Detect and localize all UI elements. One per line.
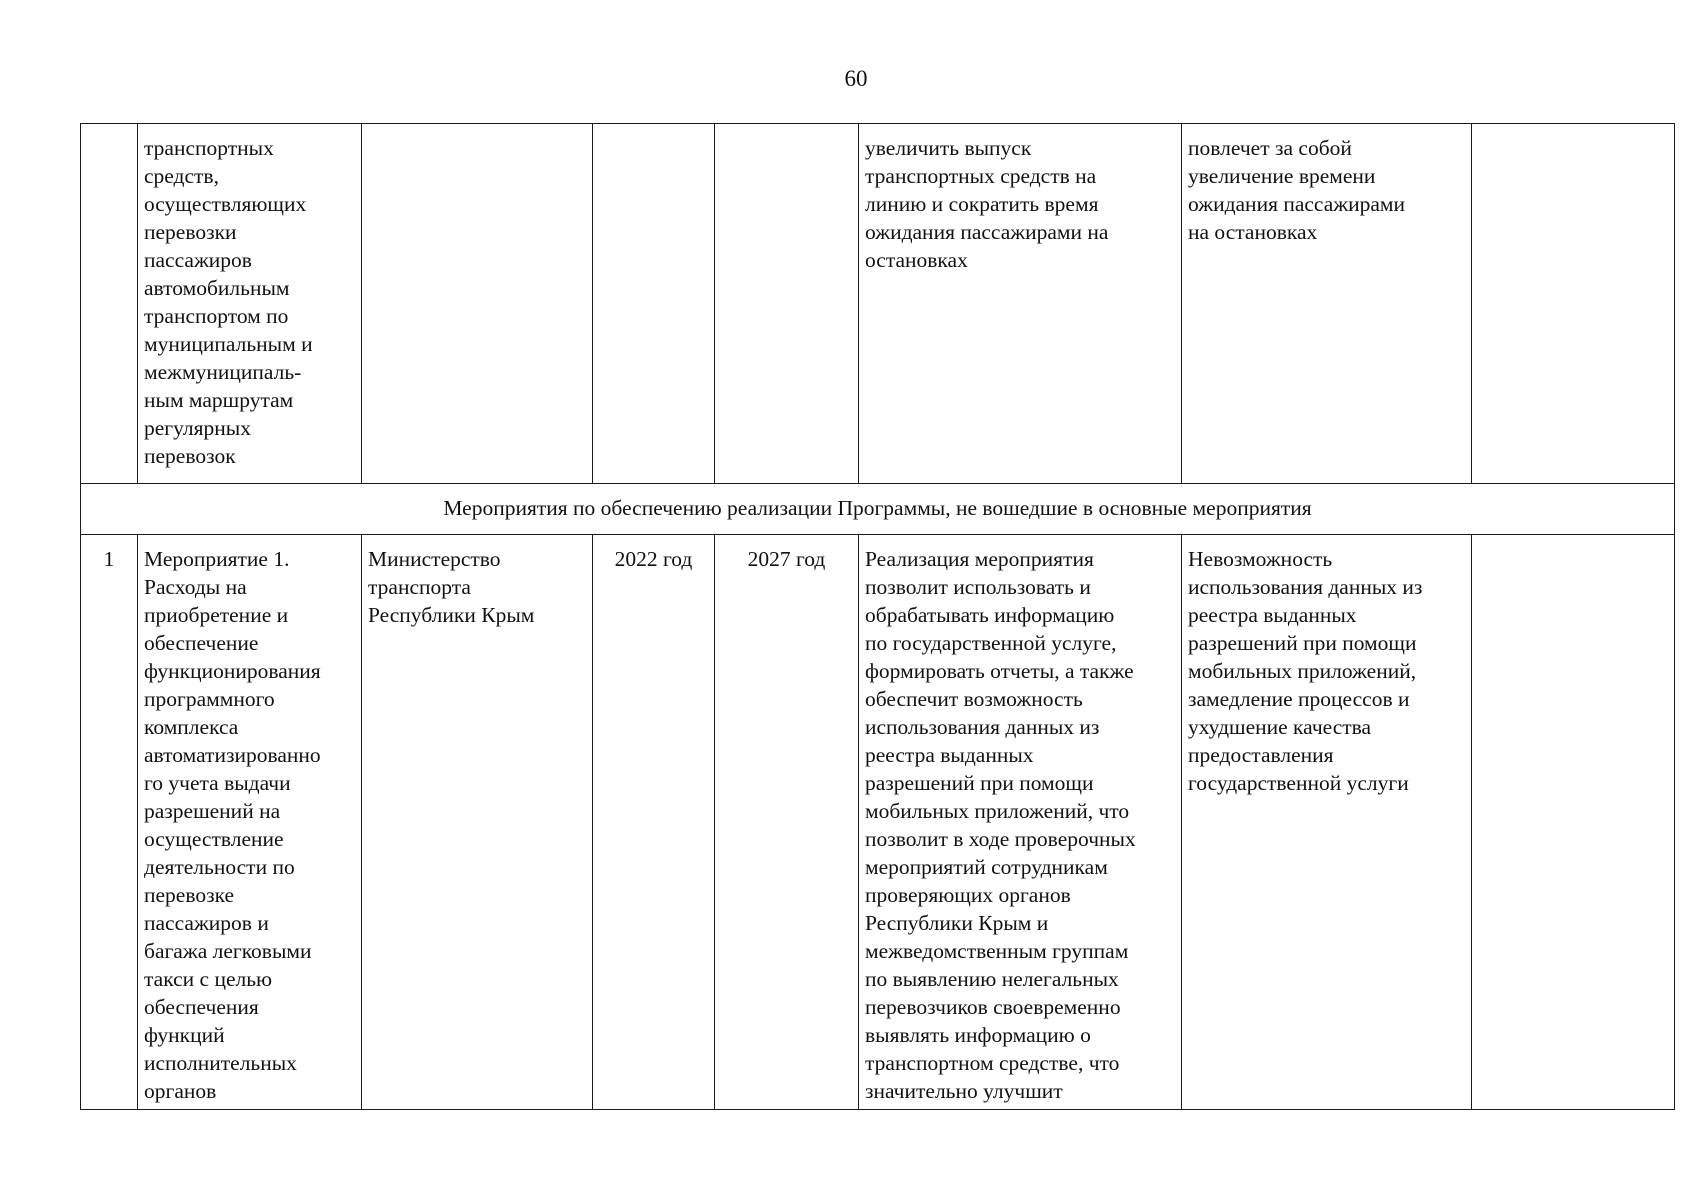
- cell-text-line: предоставления: [1188, 743, 1334, 767]
- end-year-cell: [715, 124, 859, 484]
- cell-text-line: разрешений на: [144, 799, 281, 823]
- cell-text-line: деятельности по: [144, 855, 295, 879]
- start-year-cell: [593, 124, 715, 484]
- section-header-row: [81, 484, 1675, 535]
- executor-cell: [362, 535, 593, 1110]
- cell-text-line: органов: [144, 1079, 217, 1103]
- row-number-cell: [81, 124, 138, 484]
- cell-text-line: проверяющих органов: [865, 883, 1071, 907]
- table-row: [81, 535, 1675, 1110]
- consequence-cell: [1182, 535, 1472, 1110]
- cell-text-line: мобильных приложений, что: [865, 799, 1130, 823]
- cell-text-line: государственной услуги: [1188, 771, 1409, 795]
- row-number-cell: 1: [81, 535, 138, 1110]
- end-year-cell: 2027 год: [715, 535, 859, 1110]
- cell-text-line: обеспечение: [144, 631, 259, 655]
- section-header: Мероприятия по обеспечению реализации Программы, не вошедшие в основные мероприятия: [81, 484, 1675, 535]
- cell-text-line: выявлять информацию о: [865, 1023, 1091, 1047]
- cell-text-line: мероприятий сотрудникам: [865, 855, 1108, 879]
- cell-text-line: программного: [144, 687, 275, 711]
- cell-text-line: ожидания пассажирами на: [865, 220, 1109, 244]
- link-cell: [1472, 535, 1675, 1110]
- cell-text-line: разрешений при помощи: [1188, 631, 1417, 655]
- cell-text-line: перевозке: [144, 883, 235, 907]
- cell-text-line: исполнительных: [144, 1051, 297, 1075]
- cell-text-line: багажа легковыми: [144, 939, 312, 963]
- cell-text-line: автомобильным: [144, 276, 290, 300]
- cell-text-line: межведомственным группам: [865, 939, 1129, 963]
- measure-name-cell: [138, 124, 362, 484]
- cell-text-line: мобильных приложений,: [1188, 659, 1417, 683]
- cell-text-line: позволит использовать и: [865, 575, 1091, 599]
- page-number: 60: [844, 66, 868, 91]
- cell-text-line: значительно улучшит: [865, 1079, 1063, 1103]
- cell-text-line: по государственной услуге,: [865, 631, 1117, 655]
- cell-text-line: транспортном средстве, что: [865, 1051, 1120, 1075]
- cell-text-line: такси с целью: [144, 967, 273, 991]
- cell-text-line: функционирования: [144, 659, 321, 683]
- cell-text-line: увеличение времени: [1188, 164, 1376, 188]
- measure-name-cell: [138, 535, 362, 1110]
- cell-text-line: позволит в ходе проверочных: [865, 827, 1136, 851]
- cell-text-line: осуществляющих: [144, 192, 307, 216]
- start-year-cell: 2022 год: [593, 535, 715, 1110]
- measures-table: [80, 123, 1675, 1110]
- cell-text-line: перевозчиков своевременно: [865, 995, 1121, 1019]
- link-cell: [1472, 124, 1675, 484]
- cell-text-line: Мероприятие 1.: [144, 547, 290, 571]
- cell-text-line: транспортных: [144, 136, 274, 160]
- cell-text-line: реестра выданных: [865, 743, 1034, 767]
- cell-text-line: остановках: [865, 248, 968, 272]
- expected-result-cell: [859, 124, 1182, 484]
- cell-text-line: Реализация мероприятия: [865, 547, 1094, 571]
- cell-text-line: по выявлению нелегальных: [865, 967, 1119, 991]
- cell-text-line: Министерство: [368, 547, 501, 571]
- cell-text-line: линию и сократить время: [865, 192, 1099, 216]
- cell-text-line: Невозможность: [1188, 547, 1333, 571]
- cell-text-line: обеспечения: [144, 995, 259, 1019]
- cell-text-line: использования данных из: [1188, 575, 1423, 599]
- cell-text-line: повлечет за собой: [1188, 136, 1352, 160]
- cell-text-line: транспортом по: [144, 304, 289, 328]
- expected-result-cell: [859, 535, 1182, 1110]
- cell-text-line: обеспечит возможность: [865, 687, 1083, 711]
- cell-text-line: реестра выданных: [1188, 603, 1357, 627]
- cell-text-line: увеличить выпуск: [865, 136, 1032, 160]
- cell-text-line: использования данных из: [865, 715, 1100, 739]
- cell-text-line: комплекса: [144, 715, 239, 739]
- cell-text-line: перевозки: [144, 220, 237, 244]
- cell-text-line: функций: [144, 1023, 225, 1047]
- cell-text-line: обрабатывать информацию: [865, 603, 1115, 627]
- cell-text-line: муниципальным и: [144, 332, 313, 356]
- executor-cell: [362, 124, 593, 484]
- cell-text-line: ным маршрутам: [144, 388, 294, 412]
- cell-text-line: ухудшение качества: [1188, 715, 1372, 739]
- cell-text-line: осуществление: [144, 827, 284, 851]
- cell-text-line: Республики Крым и: [865, 911, 1049, 935]
- cell-text-line: Расходы на: [144, 575, 247, 599]
- cell-text-line: замедление процессов и: [1188, 687, 1410, 711]
- consequence-cell: [1182, 124, 1472, 484]
- cell-text-line: транспорта: [368, 575, 471, 599]
- cell-text-line: пассажиров и: [144, 911, 269, 935]
- cell-text-line: разрешений при помощи: [865, 771, 1094, 795]
- cell-text-line: ожидания пассажирами: [1188, 192, 1406, 216]
- cell-text-line: средств,: [144, 164, 219, 188]
- cell-text-line: перевозок: [144, 444, 236, 468]
- cell-text-line: пассажиров: [144, 248, 252, 272]
- cell-text-line: регулярных: [144, 416, 251, 440]
- cell-text-line: транспортных средств на: [865, 164, 1097, 188]
- cell-text-line: на остановках: [1188, 220, 1318, 244]
- cell-text-line: формировать отчеты, а также: [865, 659, 1134, 683]
- cell-text-line: Республики Крым: [368, 603, 535, 627]
- cell-text-line: го учета выдачи: [144, 771, 291, 795]
- continuation-row: [81, 124, 1675, 484]
- cell-text-line: межмуниципаль-: [144, 360, 302, 384]
- cell-text-line: приобретение и: [144, 603, 289, 627]
- cell-text-line: автоматизированно: [144, 743, 321, 767]
